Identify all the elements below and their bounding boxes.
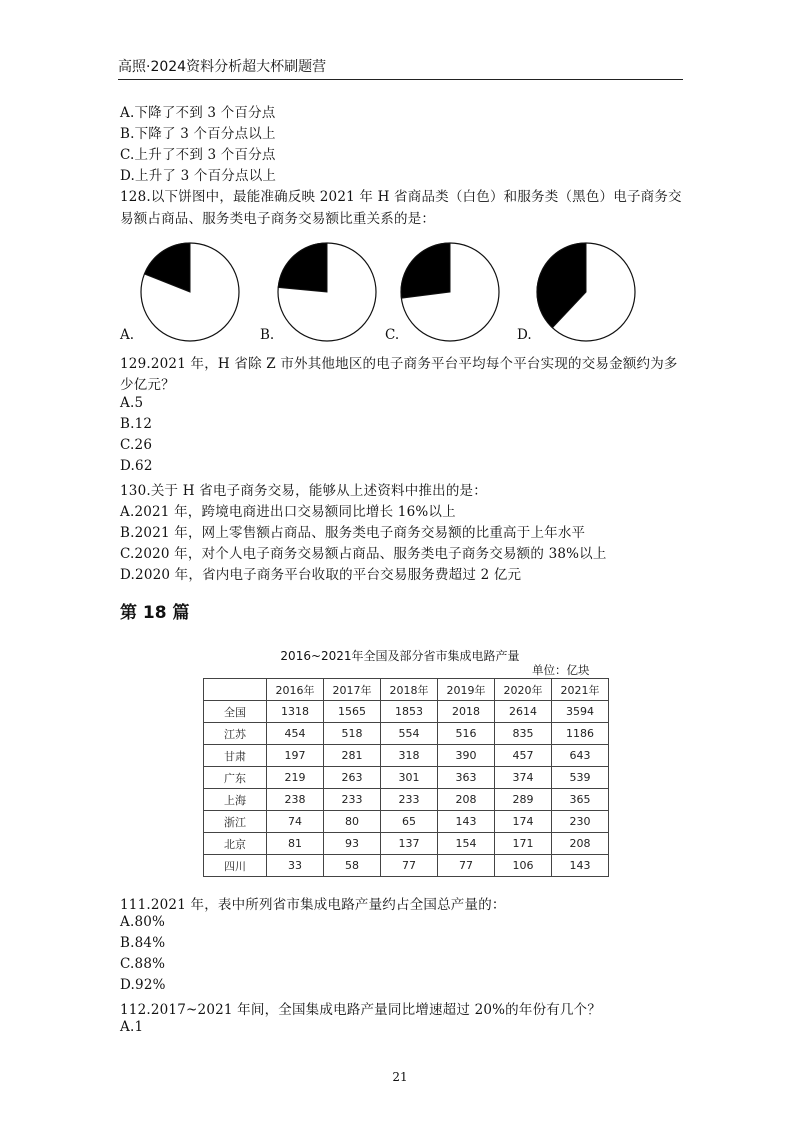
question-111: 111.2021 年，表中所列省市集成电路产量约占全国总产量的： [120, 897, 506, 913]
option-line: C.88% [120, 956, 166, 972]
table-header-row [204, 679, 609, 701]
section-title: 第 18 篇 [120, 603, 190, 623]
header-cell: 2019年 [438, 679, 495, 701]
question-130: 130.关于 H 省电子商务交易，能够从上述资料中推出的是： [120, 483, 487, 499]
table-cell: 457 [495, 745, 552, 767]
table-cell: 233 [324, 789, 381, 811]
question-112: 112.2017~2021 年间，全国集成电路产量同比增速超过 20%的年份有几个？ [120, 1002, 602, 1018]
table-cell: 143 [552, 855, 609, 877]
pie-a [138, 240, 242, 348]
option-line: B.2021 年，网上零售额占商品、服务类电子商务交易额的比重高于上年水平 [120, 525, 586, 541]
table-cell: 281 [324, 745, 381, 767]
table-cell: 143 [438, 811, 495, 833]
table-cell: 454 [267, 723, 324, 745]
table-row [204, 811, 609, 833]
pie-label-d: D. [517, 327, 532, 343]
pie-label-b: B. [260, 327, 275, 343]
question-128-line2: 易额占商品、服务类电子商务交易额比重关系的是： [120, 211, 436, 227]
pie-d [534, 240, 638, 348]
pie-chart-d [534, 240, 638, 344]
page-number: 21 [392, 1070, 408, 1084]
option-line: A.5 [120, 395, 144, 411]
pie-options [120, 240, 690, 350]
table-cell: 374 [495, 767, 552, 789]
option-line: A.2021 年，跨境电商进出口交易额同比增长 16%以上 [120, 504, 456, 520]
table-row [204, 833, 609, 855]
table-cell: 289 [495, 789, 552, 811]
row-label: 浙江 [204, 811, 267, 833]
table-cell: 1318 [267, 701, 324, 723]
option-line: D.92% [120, 977, 166, 993]
table-cell: 516 [438, 723, 495, 745]
table-cell: 208 [552, 833, 609, 855]
table-cell: 363 [438, 767, 495, 789]
table-cell: 137 [381, 833, 438, 855]
header-cell [204, 679, 267, 701]
option-line: A.1 [120, 1019, 144, 1035]
table-cell: 77 [438, 855, 495, 877]
table-cell: 233 [381, 789, 438, 811]
question-128-line1: 128.以下饼图中，最能准确反映 2021 年 H 省商品类（白色）和服务类（黑色）电子商务交 [120, 189, 682, 205]
pie-chart-b [275, 240, 379, 344]
table-cell: 65 [381, 811, 438, 833]
table-cell: 643 [552, 745, 609, 767]
option-line: C.26 [120, 437, 153, 453]
row-label: 江苏 [204, 723, 267, 745]
table-cell: 77 [381, 855, 438, 877]
table-cell: 2018 [438, 701, 495, 723]
table-cell: 539 [552, 767, 609, 789]
row-label: 甘肃 [204, 745, 267, 767]
option-line: C.上升了不到 3 个百分点 [120, 147, 276, 163]
table-cell: 106 [495, 855, 552, 877]
pie-label-c: C. [385, 327, 400, 343]
option-line: B.12 [120, 416, 153, 432]
table-cell: 518 [324, 723, 381, 745]
row-label: 上海 [204, 789, 267, 811]
table-cell: 554 [381, 723, 438, 745]
pie-c [398, 240, 502, 348]
table-cell: 230 [552, 811, 609, 833]
pie-black-slice [401, 243, 450, 298]
table-cell: 33 [267, 855, 324, 877]
pie-chart-a [138, 240, 242, 344]
row-label: 广东 [204, 767, 267, 789]
header-cell: 2017年 [324, 679, 381, 701]
option-line: D.62 [120, 458, 153, 474]
table-cell: 301 [381, 767, 438, 789]
option-line: D.2020 年，省内电子商务平台收取的平台交易服务费超过 2 亿元 [120, 567, 522, 583]
table-cell: 208 [438, 789, 495, 811]
question-129-line2: 少亿元？ [120, 377, 175, 393]
table-cell: 81 [267, 833, 324, 855]
option-line: B.下降了 3 个百分点以上 [120, 126, 276, 142]
table-row [204, 767, 609, 789]
table-cell: 1186 [552, 723, 609, 745]
table-unit: 单位：亿块 [532, 663, 590, 677]
header-cell: 2020年 [495, 679, 552, 701]
row-label: 北京 [204, 833, 267, 855]
option-line: D.上升了 3 个百分点以上 [120, 168, 277, 184]
table-cell: 3594 [552, 701, 609, 723]
table-row [204, 701, 609, 723]
table-cell: 58 [324, 855, 381, 877]
option-line: A.80% [120, 914, 166, 930]
header-cell: 2016年 [267, 679, 324, 701]
table-row [204, 789, 609, 811]
table-cell: 197 [267, 745, 324, 767]
table-cell: 2614 [495, 701, 552, 723]
table-row [204, 723, 609, 745]
option-line: B.84% [120, 935, 166, 951]
table-cell: 80 [324, 811, 381, 833]
table-cell: 1565 [324, 701, 381, 723]
table-row [204, 745, 609, 767]
option-line: A.下降了不到 3 个百分点 [120, 105, 276, 121]
row-label: 全国 [204, 701, 267, 723]
table-cell: 171 [495, 833, 552, 855]
table-cell: 263 [324, 767, 381, 789]
page-header: 高照·2024资料分析超大杯刷题营 [118, 56, 683, 80]
pie-black-slice [278, 243, 327, 292]
table-cell: 219 [267, 767, 324, 789]
option-line: C.2020 年，对个人电子商务交易额占商品、服务类电子商务交易额的 38%以上 [120, 546, 607, 562]
table-cell: 835 [495, 723, 552, 745]
question-129-line1: 129.2021 年，H 省除 Z 市外其他地区的电子商务平台平均每个平台实现的交易金额约为多 [120, 356, 678, 372]
pie-chart-c [398, 240, 502, 344]
header-cell: 2021年 [552, 679, 609, 701]
pie-label-a: A. [120, 327, 135, 343]
header-cell: 2018年 [381, 679, 438, 701]
data-table [203, 678, 609, 877]
table-cell: 365 [552, 789, 609, 811]
pie-b [275, 240, 379, 348]
table-cell: 318 [381, 745, 438, 767]
table-cell: 1853 [381, 701, 438, 723]
table-title: 2016~2021年全国及部分省市集成电路产量 [280, 649, 520, 663]
table-cell: 390 [438, 745, 495, 767]
table-cell: 74 [267, 811, 324, 833]
table-row [204, 855, 609, 877]
table-cell: 154 [438, 833, 495, 855]
table-cell: 93 [324, 833, 381, 855]
row-label: 四川 [204, 855, 267, 877]
table-cell: 174 [495, 811, 552, 833]
table-cell: 238 [267, 789, 324, 811]
